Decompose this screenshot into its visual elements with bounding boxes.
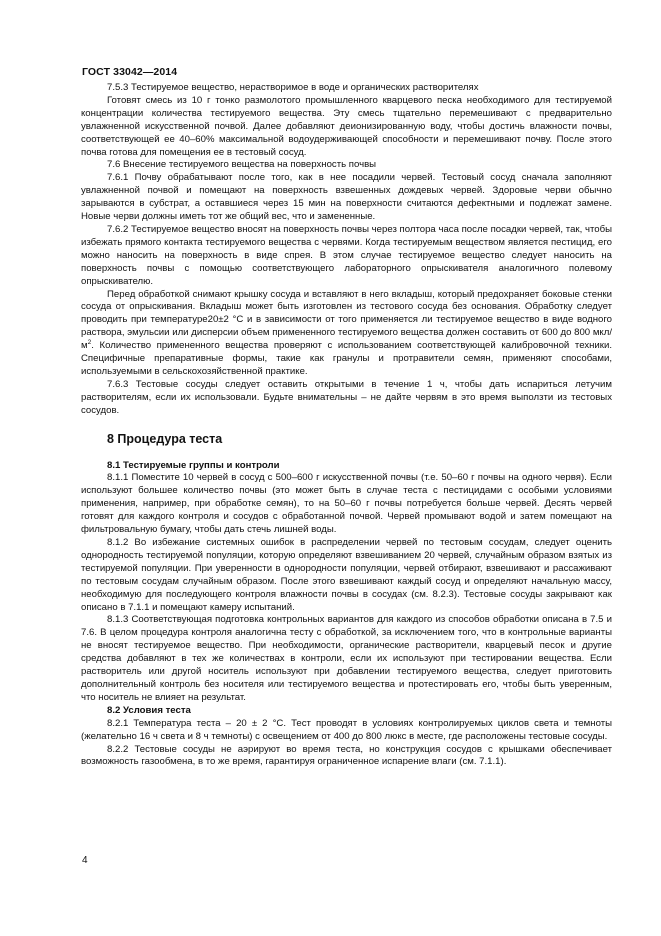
paragraph-762-treatment xyxy=(81,289,612,379)
text-segment: Перед обработкой снимают крышку сосуда и вставляют в него вкладыш, который предохраняет боковые стенки сосуда от опрыскивания. Вкладыш может быть изготовлен из тестового сосуда без основания. Обработку следует проводить при температуре20±2 °С и в зависимости от того применяется ли тестируемое вещество в виде водного раствора, эмульсии или дисперсии объем примененного тестируемого вещества должен составить от 600 до 800 мкл/м xyxy=(81,288,612,352)
subsection-82-heading: 8.2 Условия теста xyxy=(107,704,191,716)
paragraph-76-title: 7.6 Внесение тестируемого вещества на поверхность почвы xyxy=(107,159,377,171)
subsection-81-heading: 8.1 Тестируемые группы и контроли xyxy=(107,459,280,471)
paragraph-753-body: Готовят смесь из 10 г тонко размолотого промышленного кварцевого песка необходимого для тестируемой концентрации количества тестируемого вещества. Эту смесь тщательно перемешивают с предварительно увлажненной искусственной почвой. Далее добавляют деионизированную воду, чтобы достичь влажности почвы, соответствующей ее 40–60% максимальной водоудерживающей способности и перемешивают почву. После этого почва готова для помещения ее в тестовый сосуд. xyxy=(81,94,612,158)
paragraph-762: 7.6.2 Тестируемое вещество вносят на поверхность почвы через полтора часа после посадки червей, так, чтобы избежать прямого контакта тестируемого вещества с червями. Когда тестируемым веществом является пестицид, его можно наносить на поверхность в виде спрея. В этом случае тестируемое вещество следует наносить на поверхность почвы с помощью соответствующего лабораторного опрыскивателя аналогичного полевому опрыскивателю. xyxy=(81,223,612,287)
paragraph-753-title: 7.5.3 Тестируемое вещество, нерастворимое в воде и органических растворителях xyxy=(107,82,479,93)
paragraph-822: 8.2.2 Тестовые сосуды не аэрируют во время теста, но конструкция сосудов с крышками обеспечивает возможность газообмена, в то же время, гарантируя ограниченное испарение влаги (см. 7.1.1). xyxy=(81,743,612,768)
paragraph-821: 8.2.1 Температура теста – 20 ± 2 °С. Тест проводят в условиях контролируемых циклов света и темноты (желательно 16 ч света и 8 ч темноты) с освещением от 400 до 800 люкс в месте, где расположены тестовые сосуды. xyxy=(81,717,612,742)
page-number: 4 xyxy=(82,855,88,866)
paragraph-761: 7.6.1 Почву обрабатывают после того, как в нее посадили червей. Тестовый сосуд сначала заполняют увлажненной почвой и помещают на поверхность взвешенных дождевых червей. Здоровые черви обычно зарываются в субстрат, а оставшиеся через 15 мин на поверхности считаются дефектными и подлежат замене. Новые черви должны иметь тот же общий вес, что и замененные. xyxy=(81,172,612,223)
paragraph-811: 8.1.1 Поместите 10 червей в сосуд с 500–600 г искусственной почвы (т.е. 50–60 г почвы на одного червя). Если используют большее количество почвы (это может быть в случае теста с пестицидами с особыми условиями применения, например, при обработке семян), то на 50–60 г почвы потребуется больше червей. Десять червей готовят для каждого контроля и сосудов с обработанной почвой. Червей промывают водой и затем помещают на фильтровальную бумагу, чтобы дать стечь лишней воды. xyxy=(81,472,612,536)
paragraph-812: 8.1.2 Во избежание системных ошибок в распределении червей по тестовым сосудам, следует оценить однородность тестируемой популяции, которую определяют взвешиванием 20 червей, случайным образом взятых из тестируемой популяции. При уверенности в однородности популяции, червей отбирают, взвешивают и рассаживают по тестовым сосудам случайным образом. После этого взвешивают каждый сосуд и определяют начальную массу, необходимую для последующего контроля влажности почвы в сосудах (см. 8.2.3). Тестовые сосуды закрывают как описано в 7.1.1 и помещают камеру испытаний. xyxy=(81,537,612,613)
section-8-heading: 8 Процедура теста xyxy=(107,431,223,446)
paragraph-813: 8.1.3 Соответствующая подготовка контрольных вариантов для каждого из способов обработки описана в 7.5 и 7.6. В целом процедура контроля аналогична тесту с обработкой, за исключением того, что в контрольные варианты не вносят тестируемое вещество. При необходимости, органические растворители, кварцевый песок и другие средства добавляют в тех же количествах в контроли, если их используют при тестировании вещества. Если растворитель или другой носитель используют при добавлении тестируемого вещества, следует приготовить дополнительный контроль без носителя или тестируемого вещества и протестировать его, чтобы быть уверенным, что носитель не влияет на результат. xyxy=(81,614,612,703)
document-body xyxy=(81,82,612,769)
paragraph-763: 7.6.3 Тестовые сосуды следует оставить открытыми в течение 1 ч, чтобы дать испариться летучим растворителям, если их использовали. Будьте внимательны – не дайте червям в это время выползти из тестовых сосудов. xyxy=(81,378,612,416)
text-segment: . Количество примененного вещества проверяют с использованием соответствующей калибровочной техники. Специфичные препаративные формы, такие как гранулы и протравители семян, применяют способами, используемыми в сельскохозяйственной практике. xyxy=(81,340,612,377)
superscript: 2 xyxy=(87,338,92,346)
document-header: ГОСТ 33042—2014 xyxy=(82,66,178,78)
